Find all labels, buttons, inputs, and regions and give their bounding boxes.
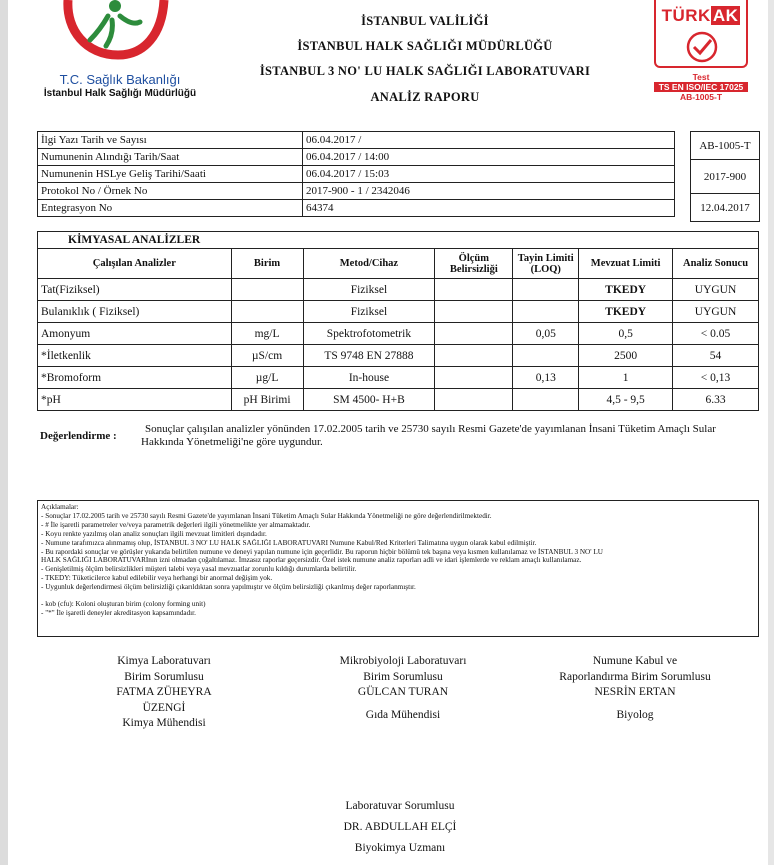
analysis-name: *pH: [38, 389, 232, 411]
analysis-row: [38, 301, 759, 323]
sig-title: Kimya Mühendisi: [122, 717, 206, 729]
note-line: - kob (cfu): Koloni oluşturan birim (colony forming unit): [41, 600, 206, 609]
analysis-limit: 4,5 - 9,5: [579, 389, 673, 411]
info-label: Numunenin HSLye Geliş Tarihi/Saati: [38, 166, 303, 183]
analysis-limit: 2500: [579, 345, 673, 367]
signature-lab-head: [300, 796, 500, 859]
analysis-uncertainty: [435, 367, 513, 389]
note-line: - Koyu renkte yazılmış olan analiz sonuçları ilgili mevzuat limitleri dışındadır.: [41, 529, 267, 538]
analysis-name: Bulanıklık ( Fiziksel): [38, 301, 232, 323]
analysis-result: < 0.05: [673, 323, 759, 345]
turkak-standard: TS EN ISO/IEC 17025: [654, 82, 748, 92]
analysis-name: *Bromoform: [38, 367, 232, 389]
info-row: [38, 200, 675, 217]
sig-name: GÜLCAN TURAN: [357, 686, 449, 698]
sig-name: NESRİN ERTAN: [594, 686, 676, 698]
analysis-uncertainty: [435, 389, 513, 411]
analysis-name: *İletkenlik: [38, 345, 232, 367]
info-row: [38, 166, 675, 183]
analysis-unit: [231, 279, 303, 301]
explanations-box: [37, 500, 759, 637]
analysis-loq: [513, 345, 579, 367]
sig-line: Raporlandırma Birim Sorumlusu: [559, 670, 711, 683]
analysis-uncertainty: [435, 345, 513, 367]
analysis-limit: TKEDY: [579, 279, 673, 301]
title-directorate: İSTANBUL HALK SAĞLIĞI MÜDÜRLÜĞÜ: [297, 39, 553, 53]
sig-line: Birim Sorumlusu: [124, 670, 204, 683]
info-value: 64374: [303, 200, 675, 217]
side-report-date: 12.04.2017: [691, 194, 760, 222]
analysis-name: Tat(Fiziksel): [38, 279, 232, 301]
analysis-loq: [513, 279, 579, 301]
turkak-brand-ak: AK: [712, 6, 739, 25]
analysis-result: UYGUN: [673, 301, 759, 323]
analysis-method: Fiziksel: [303, 301, 435, 323]
analysis-loq: [513, 301, 579, 323]
info-value: 2017-900 - 1 / 2342046: [303, 183, 675, 200]
info-row: [38, 183, 675, 200]
analysis-row: [38, 345, 759, 367]
analysis-row: [38, 367, 759, 389]
sample-info-table: [37, 131, 675, 217]
analysis-loq: [513, 389, 579, 411]
turkak-test-label: Test: [692, 72, 710, 82]
chem-section-title: KİMYASAL ANALİZLER: [37, 231, 759, 248]
note-line: - Sonuçlar 17.02.2005 tarih ve 25730 sayılı Resmi Gazete'de yayımlanan İnsani Tüketim Amaçlı Sular Hakkında Yönetmeliği ne göre değerlendirilmektedir.: [41, 511, 492, 520]
signature-reception: [545, 654, 725, 723]
analysis-loq: 0,13: [513, 367, 579, 389]
analysis-method: TS 9748 EN 27888: [303, 345, 435, 367]
turkak-brand-turk: TÜRK: [661, 6, 711, 25]
info-value: 06.04.2017 / 15:03: [303, 166, 675, 183]
col-header: Mevzuat Limiti: [579, 249, 673, 279]
side-protocol: 2017-900: [691, 160, 760, 194]
analysis-loq: 0,05: [513, 323, 579, 345]
evaluation-line-2: Hakkında Yönetmeliği'ne göre uygundur.: [141, 436, 323, 448]
info-value: 06.04.2017 / 14:00: [303, 149, 675, 166]
ministry-name: T.C. Sağlık Bakanlığı: [59, 72, 181, 87]
col-header: Çalışılan Analizler: [38, 249, 232, 279]
title-laboratory: İSTANBUL 3 NO' LU HALK SAĞLIĞI LABORATUVARI: [259, 64, 591, 78]
chemical-analyses-section: [37, 231, 759, 411]
evaluation-line-1: Sonuçlar çalışılan analizler yönünden 17.02.2005 tarih ve 25730 sayılı Resmi Gazete'de yayımlanan İnsani Tüketim Amaçlı Sular: [145, 423, 716, 435]
sig-line: Numune Kabul ve: [592, 655, 678, 667]
analysis-result: UYGUN: [673, 279, 759, 301]
analysis-unit: [231, 301, 303, 323]
evaluation-label: Değerlendirme :: [40, 430, 117, 442]
checkmark-icon: [685, 30, 719, 64]
sig-line: Mikrobiyoloji Laboratuvarı: [339, 655, 467, 667]
analysis-method: SM 4500- H+B: [303, 389, 435, 411]
analysis-method: In-house: [303, 367, 435, 389]
analysis-row: [38, 279, 759, 301]
analysis-method: Fiziksel: [303, 279, 435, 301]
analysis-limit: TKEDY: [579, 301, 673, 323]
info-label: İlgi Yazı Tarih ve Sayısı: [38, 132, 303, 149]
col-header: Ölçüm Belirsizliği: [435, 249, 513, 279]
analysis-name: Amonyum: [38, 323, 232, 345]
signature-micro-lab: [318, 654, 488, 723]
analysis-unit: pH Birimi: [231, 389, 303, 411]
sig-line: Laboratuvar Sorumlusu: [345, 800, 455, 812]
analysis-unit: mg/L: [231, 323, 303, 345]
title-governorship: İSTANBUL VALİLİĞİ: [361, 14, 489, 28]
turkak-code: AB-1005-T: [679, 92, 723, 102]
sig-title: Biyokimya Uzmanı: [354, 842, 446, 854]
analysis-uncertainty: [435, 301, 513, 323]
analysis-limit: 1: [579, 367, 673, 389]
analysis-result: 6.33: [673, 389, 759, 411]
sig-name: DR. ABDULLAH ELÇİ: [343, 821, 457, 833]
col-header: Birim: [231, 249, 303, 279]
analysis-row: [38, 323, 759, 345]
info-label: Entegrasyon No: [38, 200, 303, 217]
page-left-edge: [0, 0, 8, 865]
col-header: Tayin Limiti (LOQ): [513, 249, 579, 279]
sig-name: FATMA ZÜHEYRA: [116, 686, 212, 698]
analysis-uncertainty: [435, 323, 513, 345]
sig-title: Gıda Mühendisi: [365, 708, 441, 721]
side-accreditation-code: AB-1005-T: [691, 132, 760, 160]
note-line: [41, 592, 755, 600]
info-label: Numunenin Alındığı Tarih/Saat: [38, 149, 303, 166]
analysis-result: < 0,13: [673, 367, 759, 389]
note-line: - Genişletilmiş ölçüm belirsizlikleri müşteri talebi veya yasal mevzuatlar zorunlu kıldığı durumlarda belirtilir.: [41, 565, 357, 574]
sig-line: Kimya Laboratuvarı: [117, 655, 211, 667]
page-right-edge: [768, 0, 774, 865]
note-line: Açıklamalar:: [41, 503, 79, 511]
note-line: - "*" İle işaretli deneyler akreditasyon kapsamındadır.: [41, 608, 196, 617]
analysis-row: [38, 389, 759, 411]
chemical-analyses-table: [37, 248, 759, 411]
note-line: - # İle işaretli parametreler ve/veya parametrik değerleri ilgili yönetmelikte yer almamaktadır.: [41, 520, 311, 529]
col-header: Analiz Sonucu: [673, 249, 759, 279]
title-report: ANALİZ RAPORU: [370, 90, 480, 104]
col-header: Metod/Cihaz: [303, 249, 435, 279]
note-line: - Uygunluk değerlendirmesi ölçüm belirsizliği çıkarıldıktan sonra yapılmıştır ve ölçüm belirsizliği çıkarılmış değer raporlanmıştır.: [41, 583, 416, 592]
analysis-unit: µg/L: [231, 367, 303, 389]
sig-title: Biyolog: [616, 708, 654, 721]
analysis-uncertainty: [435, 279, 513, 301]
signature-chem-lab: [80, 654, 248, 732]
note-line: - TKEDY: Tüketicilerce kabul edilebilir veya herhangi bir anormal değişim yok.: [41, 574, 273, 583]
analysis-method: Spektrofotometrik: [303, 323, 435, 345]
analysis-result: 54: [673, 345, 759, 367]
turkak-accreditation-logo: [652, 0, 752, 110]
sig-line: Birim Sorumlusu: [363, 670, 443, 683]
sig-name: ÜZENGİ: [142, 701, 186, 714]
analysis-unit: µS/cm: [231, 345, 303, 367]
info-row: [38, 132, 675, 149]
analysis-limit: 0,5: [579, 323, 673, 345]
info-value: 06.04.2017 /: [303, 132, 675, 149]
note-line: - Bu rapordaki sonuçlar ve görüşler yukarıda belirtilen numune ve deneyi yapılan numune için geçerlidir. Bu raporun hiçbir bölümü tek başına veya kısmen kullanılamaz ve İSTANBUL 3 NO' LU: [41, 547, 603, 556]
info-label: Protokol No / Örnek No: [38, 183, 303, 200]
evaluation-text: [130, 423, 760, 449]
info-row: [38, 149, 675, 166]
note-line: HALK SAĞLIĞI LABORATUVARInın izni olmadan çoğaltılamaz. İmzasız raporlar geçersizdir. Özel istek numune analiz raporları adli ve idari işlemlerde ve reklam amaçlı kullanılamaz.: [41, 556, 582, 565]
directorate-name: İstanbul Halk Sağlığı Müdürlüğü: [43, 88, 197, 99]
note-line: - Numune tarafımızca alınmamış olup, İSTANBUL 3 NO' LU HALK SAĞLIĞI LABORATUVARI Numune Kabul/Red Kriterleri Talimatına uygun olarak kabul edilmiştir.: [41, 538, 537, 547]
report-id-box: [690, 131, 760, 222]
